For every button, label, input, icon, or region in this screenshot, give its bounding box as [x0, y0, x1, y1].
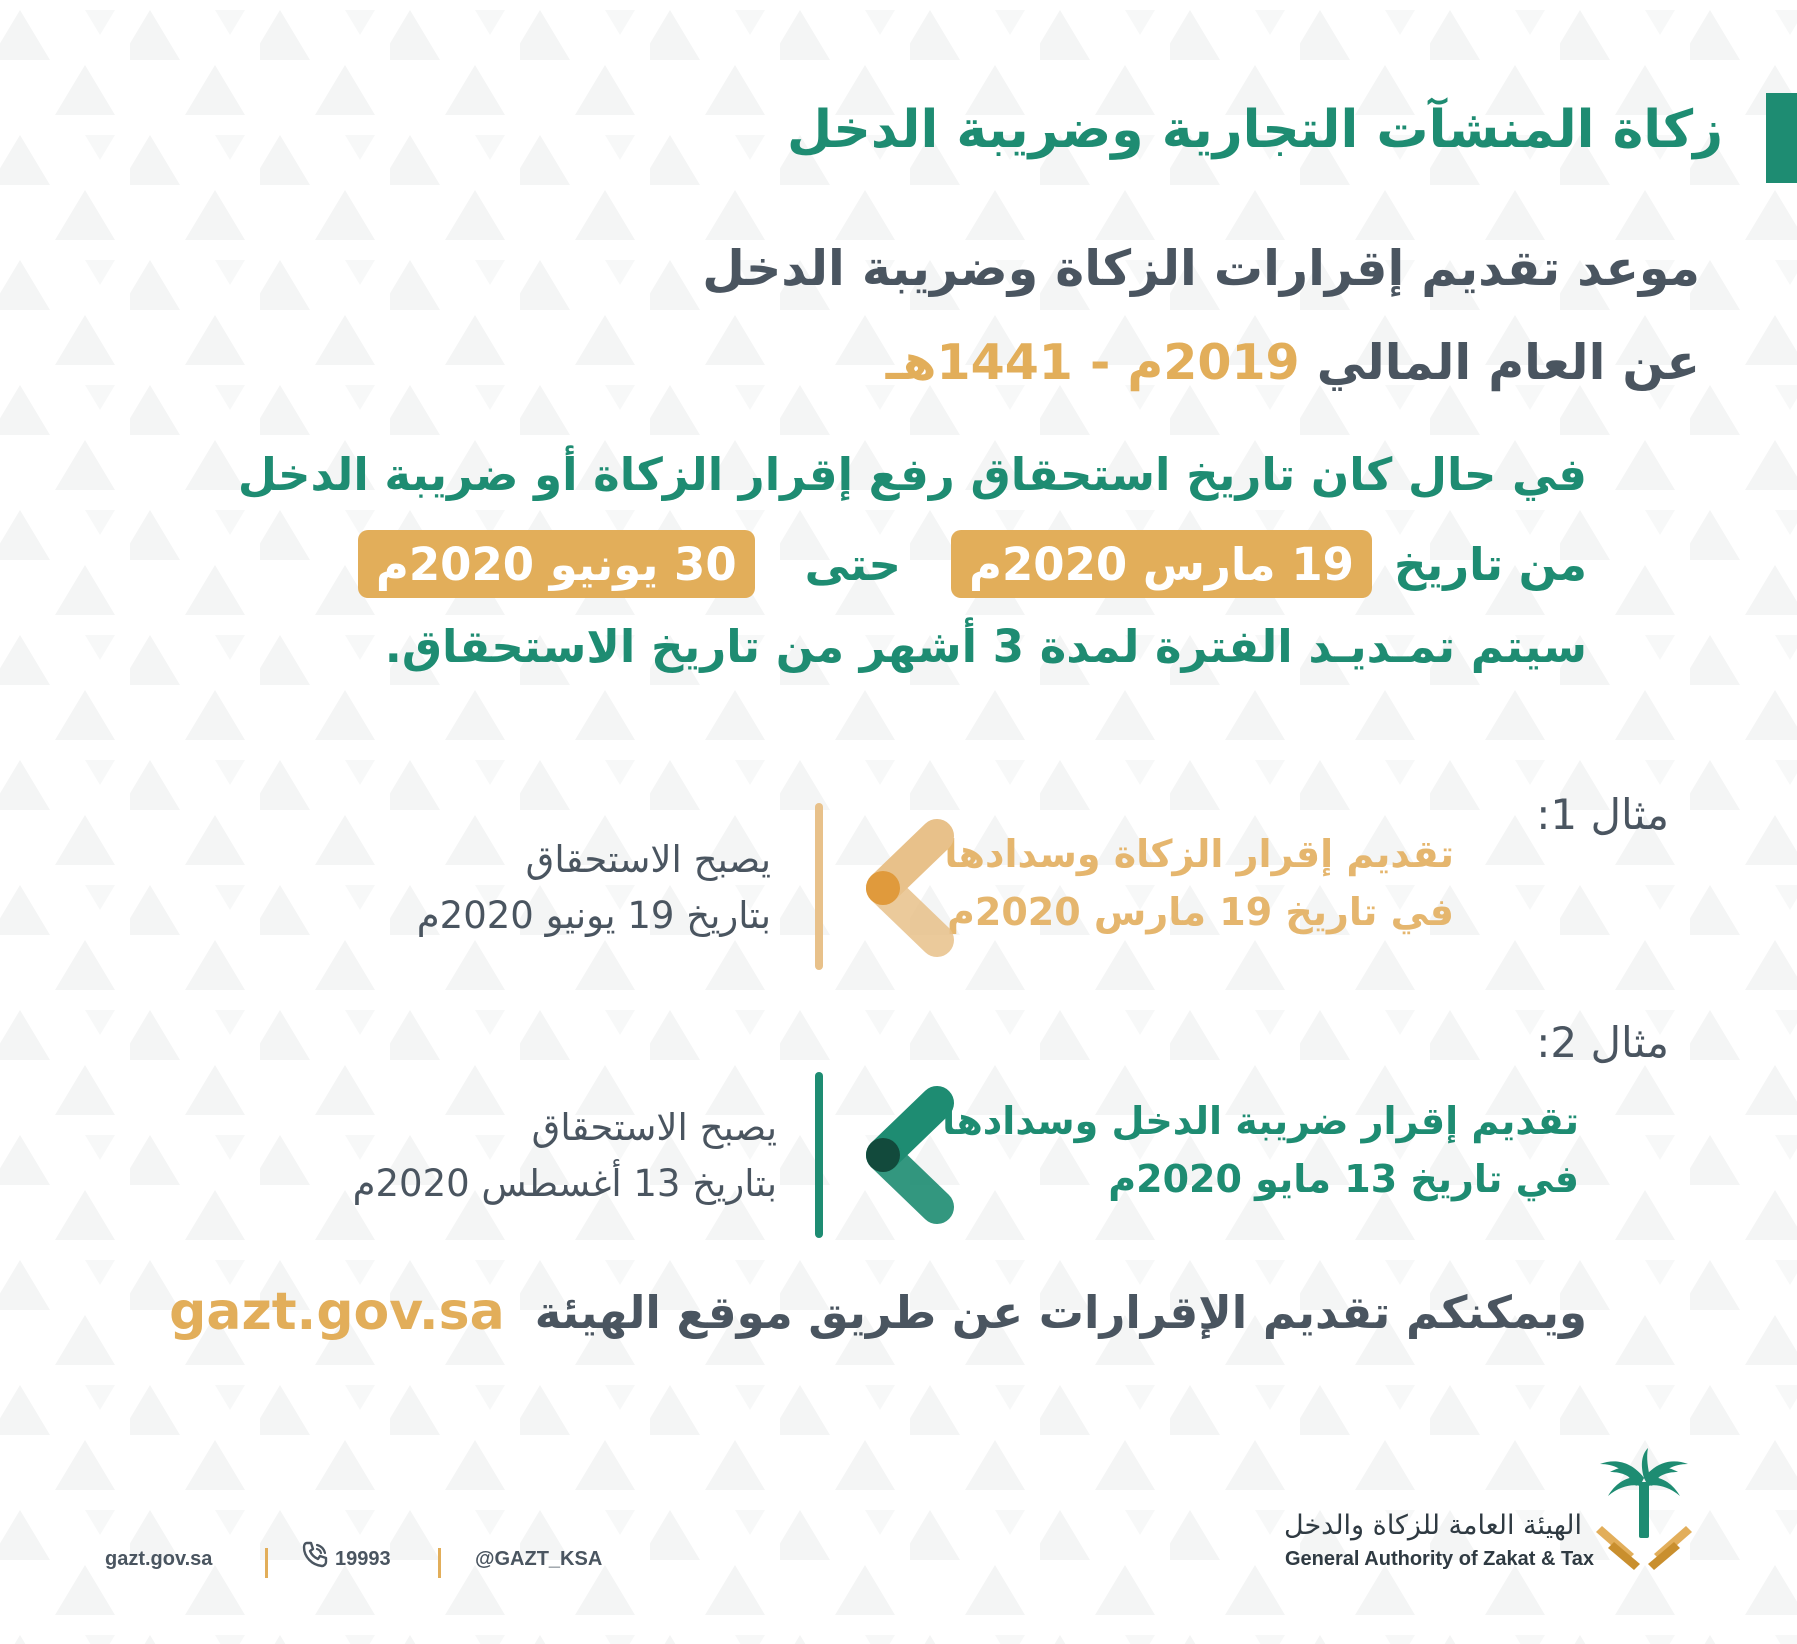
contact-phone[interactable]: 19993 — [335, 1548, 391, 1570]
contact-social[interactable]: @GAZT_KSA — [475, 1548, 603, 1570]
fiscal-year-value: 2019م - 1441هـ — [885, 334, 1300, 391]
to-date-badge: 30 يونيو 2020م — [358, 530, 755, 598]
website-link[interactable]: gazt.gov.sa — [169, 1282, 505, 1342]
example-2-submission — [942, 1092, 1579, 1208]
announcement-line-1: في حال كان تاريخ استحقاق رفع إقرار الزكاة أو ضريبة الدخل — [237, 448, 1587, 501]
example-2-label: مثال 2: — [1536, 1018, 1669, 1067]
example-1-result — [417, 832, 771, 944]
fiscal-year-label: عن العام المالي — [1316, 334, 1700, 391]
example-2-result-line-1: يصبح الاستحقاق — [531, 1106, 777, 1149]
example-1-submission-line-1: تقديم إقرار الزكاة وسدادها — [944, 832, 1454, 876]
example-2-divider — [815, 1072, 823, 1238]
contact-separator — [265, 1548, 268, 1578]
footer-message — [169, 1282, 1587, 1342]
subheading-line-1: موعد تقديم إقرارات الزكاة وضريبة الدخل — [702, 240, 1700, 297]
page-title: زكاة المنشآت التجارية وضريبة الدخل — [787, 100, 1723, 160]
organization-name-en: General Authority of Zakat & Tax — [1285, 1548, 1594, 1570]
announcement-line-2 — [358, 530, 1587, 598]
chevron-left-icon — [855, 1085, 955, 1225]
contact-separator — [438, 1548, 441, 1578]
footer-message-text: ويمكنكم تقديم الإقرارات عن طريق موقع الهيئة — [534, 1285, 1587, 1339]
example-1-label: مثال 1: — [1536, 790, 1669, 839]
title-accent-bar — [1766, 93, 1797, 183]
example-1-result-line-1: يصبح الاستحقاق — [525, 838, 771, 881]
contact-website[interactable]: gazt.gov.sa — [105, 1548, 213, 1570]
from-label: من تاريخ — [1393, 537, 1587, 591]
example-2-submission-line-2: في تاريخ 13 مايو 2020م — [1108, 1157, 1579, 1201]
example-2-result — [353, 1100, 777, 1212]
to-label: حتى — [804, 537, 901, 591]
example-1-divider — [815, 803, 823, 970]
example-1-result-line-2: بتاريخ 19 يونيو 2020م — [416, 894, 771, 937]
organization-name-ar: الهيئة العامة للزكاة والدخل — [1284, 1510, 1582, 1541]
example-2-result-line-2: بتاريخ 13 أغسطس 2020م — [352, 1162, 777, 1205]
example-2-submission-line-1: تقديم إقرار ضريبة الدخل وسدادها — [942, 1099, 1579, 1143]
example-1-submission-line-2: في تاريخ 19 مارس 2020م — [947, 890, 1454, 934]
example-1-submission — [944, 825, 1454, 941]
from-date-badge: 19 مارس 2020م — [951, 530, 1372, 598]
palm-tree-logo-icon — [1594, 1448, 1694, 1570]
subheading-line-2 — [886, 334, 1700, 391]
announcement-line-3: سيتم تمـديـد الفترة لمدة 3 أشهر من تاريخ الاستحقاق. — [384, 620, 1587, 673]
chevron-left-icon — [855, 818, 955, 958]
phone-icon — [300, 1540, 330, 1570]
